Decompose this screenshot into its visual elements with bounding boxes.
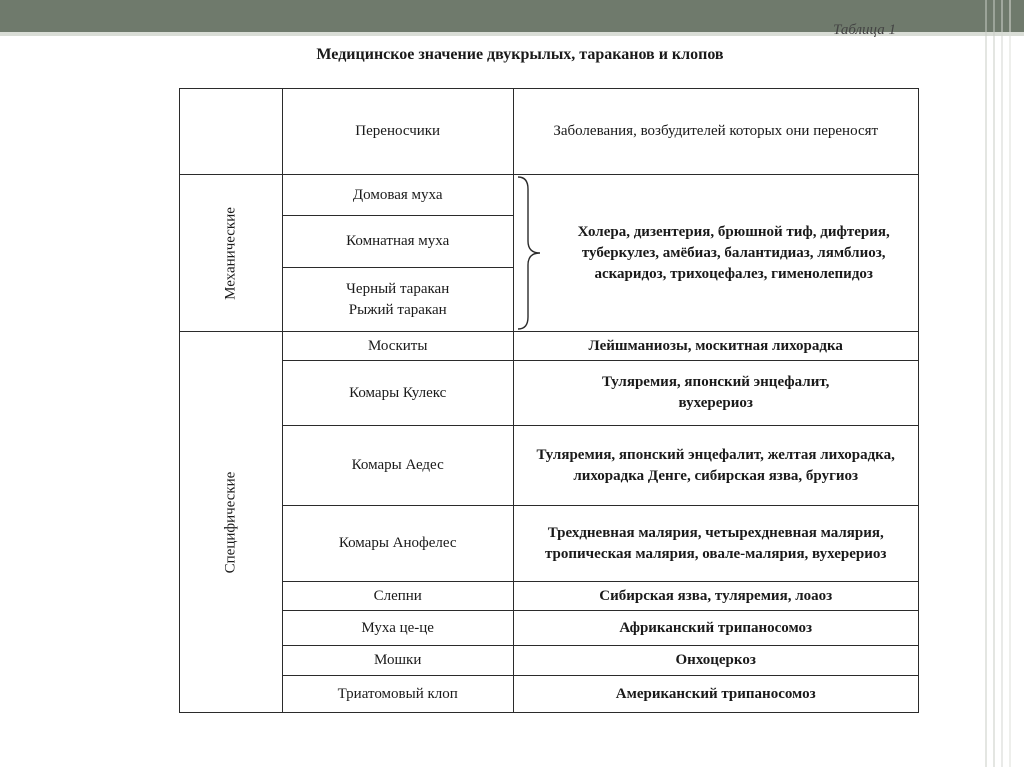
carrier-cell: Триатомовый клоп <box>282 676 513 713</box>
disease-cell: Туляремия, японский энцефалит, вухерериоз <box>513 361 918 426</box>
disease-cell: Туляремия, японский энцефалит, желтая лихорадка, лихорадка Денге, сибирская язва, бругиоз <box>513 426 918 506</box>
table-row <box>180 426 919 506</box>
group-mechanical-cell <box>180 175 283 332</box>
table-row <box>180 332 919 361</box>
carrier-cell: Комары Анофелес <box>282 506 513 582</box>
carrier-cell: Мошки <box>282 646 513 676</box>
carrier-cell: Домовая муха <box>282 175 513 216</box>
carrier-cell: Комары Аедес <box>282 426 513 506</box>
medical-significance-table <box>179 88 919 713</box>
header-empty-cell <box>180 89 283 175</box>
disease-cell: Трехдневная малярия, четырехдневная малярия, тропическая малярия, овале-малярия, вухерериоз <box>513 506 918 582</box>
table-row <box>180 582 919 611</box>
carrier-cell: Комары Кулекс <box>282 361 513 426</box>
table-row <box>180 361 919 426</box>
decorative-lines <box>964 0 1024 767</box>
disease-cell: Африканский трипаносомоз <box>513 611 918 646</box>
group-specific-cell <box>180 332 283 713</box>
carrier-cell: Слепни <box>282 582 513 611</box>
header-carriers: Переносчики <box>282 89 513 175</box>
table-title: Медицинское значение двукрылых, тараканов и клопов <box>316 46 724 63</box>
carrier-cell: Москиты <box>282 332 513 361</box>
header-diseases: Заболевания, возбудителей которых они переносят <box>513 89 918 175</box>
table-row <box>180 506 919 582</box>
table-number: Таблица 1 <box>833 22 896 38</box>
table-row <box>180 676 919 713</box>
group-specific-label: Специфические <box>222 471 239 573</box>
mechanical-diseases-cell <box>513 175 918 332</box>
disease-cell: Американский трипаносомоз <box>513 676 918 713</box>
disease-cell: Лейшманиозы, москитная лихорадка <box>513 332 918 361</box>
group-mechanical-label: Механические <box>222 206 239 300</box>
carrier-cell: Черный таракан Рыжий таракан <box>282 268 513 332</box>
disease-cell: Сибирская язва, туляремия, лоаоз <box>513 582 918 611</box>
carrier-cell: Муха це-це <box>282 611 513 646</box>
disease-cell: Онхоцеркоз <box>513 646 918 676</box>
curly-brace-icon <box>514 175 554 331</box>
table-row <box>180 175 919 216</box>
mechanical-diseases-text: Холера, дизентерия, брюшной тиф, дифтерия, туберкулез, амёбиаз, балантидиаз, лямблиоз, аскаридоз, трихоцефалез, гименолепидоз <box>577 223 890 282</box>
table-row <box>180 646 919 676</box>
table-row <box>180 611 919 646</box>
table-header-row <box>180 89 919 175</box>
carrier-cell: Комнатная муха <box>282 216 513 268</box>
